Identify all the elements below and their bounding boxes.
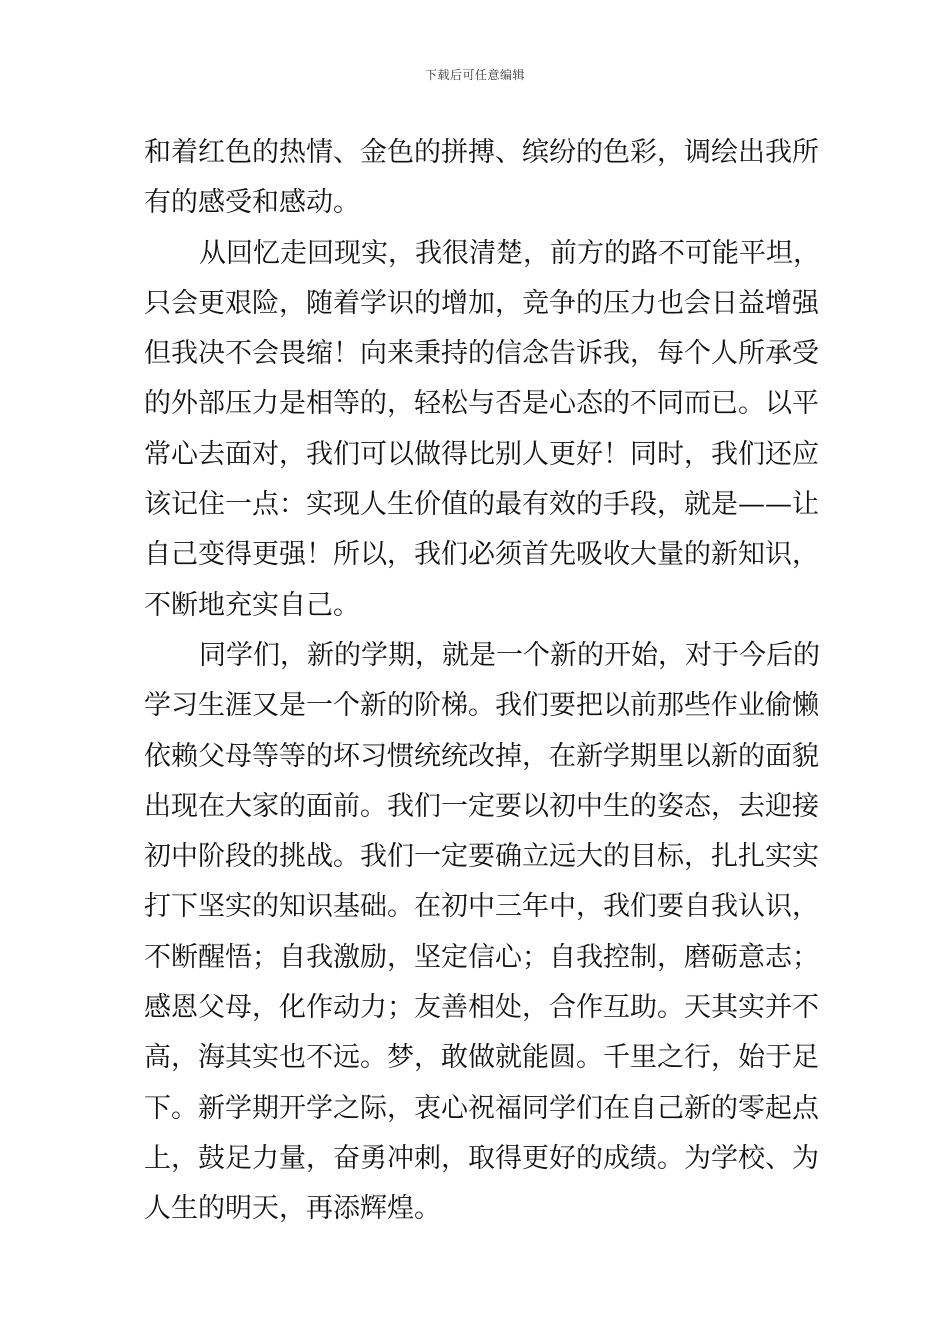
text-line: 从回忆走回现实，我很清楚，前方的路不可能平坦， <box>199 237 820 269</box>
text-line: 自己变得更强！所以，我们必须首先吸收大量的新知识， <box>144 539 819 571</box>
text-line: 出现在大家的面前。我们一定要以初中生的姿态，去迎接 <box>144 790 819 822</box>
text-line: 上，鼓足力量，奋勇冲刺，取得更好的成绩。为学校、为 <box>144 1142 819 1174</box>
text-line: 打下坚实的知识基础。在初中三年中，我们要自我认识， <box>144 891 819 923</box>
text-line: 该记住一点：实现人生价值的最有效的手段，就是——让 <box>144 489 819 521</box>
text-line: 的外部压力是相等的，轻松与否是心态的不同而已。以平 <box>144 388 819 420</box>
text-line: 不断地充实自己。 <box>144 589 360 621</box>
text-line: 不断醒悟；自我激励，坚定信心；自我控制，磨砺意志； <box>144 941 819 973</box>
text-line: 学习生涯又是一个新的阶梯。我们要把以前那些作业偷懒 <box>144 690 819 722</box>
text-line: 同学们，新的学期，就是一个新的开始，对于今后的 <box>199 639 820 671</box>
text-line: 下。新学期开学之际，衷心祝福同学们在自己新的零起点 <box>144 1092 819 1124</box>
text-line: 有的感受和感动。 <box>144 187 360 219</box>
text-line: 依赖父母等等的坏习惯统统改掉，在新学期里以新的面貌 <box>144 740 819 772</box>
text-line: 高，海其实也不远。梦，敢做就能圆。千里之行，始于足 <box>144 1042 819 1074</box>
text-line: 但我决不会畏缩！向来秉持的信念告诉我，每个人所承受 <box>144 338 819 370</box>
text-line: 常心去面对，我们可以做得比别人更好！同时，我们还应 <box>144 438 819 470</box>
text-line: 人生的明天，再添辉煌。 <box>144 1193 441 1225</box>
document-body <box>144 128 820 1235</box>
page-header: 下载后可任意编辑 <box>424 68 525 82</box>
text-line: 和着红色的热情、金色的拼搏、缤纷的色彩，调绘出我所 <box>144 137 819 168</box>
text-line: 只会更艰险，随着学识的增加，竞争的压力也会日益增强 <box>144 287 819 319</box>
text-line: 初中阶段的挑战。我们一定要确立远大的目标，扎扎实实 <box>144 841 819 873</box>
text-line: 感恩父母，化作动力；友善相处，合作互助。天其实并不 <box>144 992 819 1024</box>
